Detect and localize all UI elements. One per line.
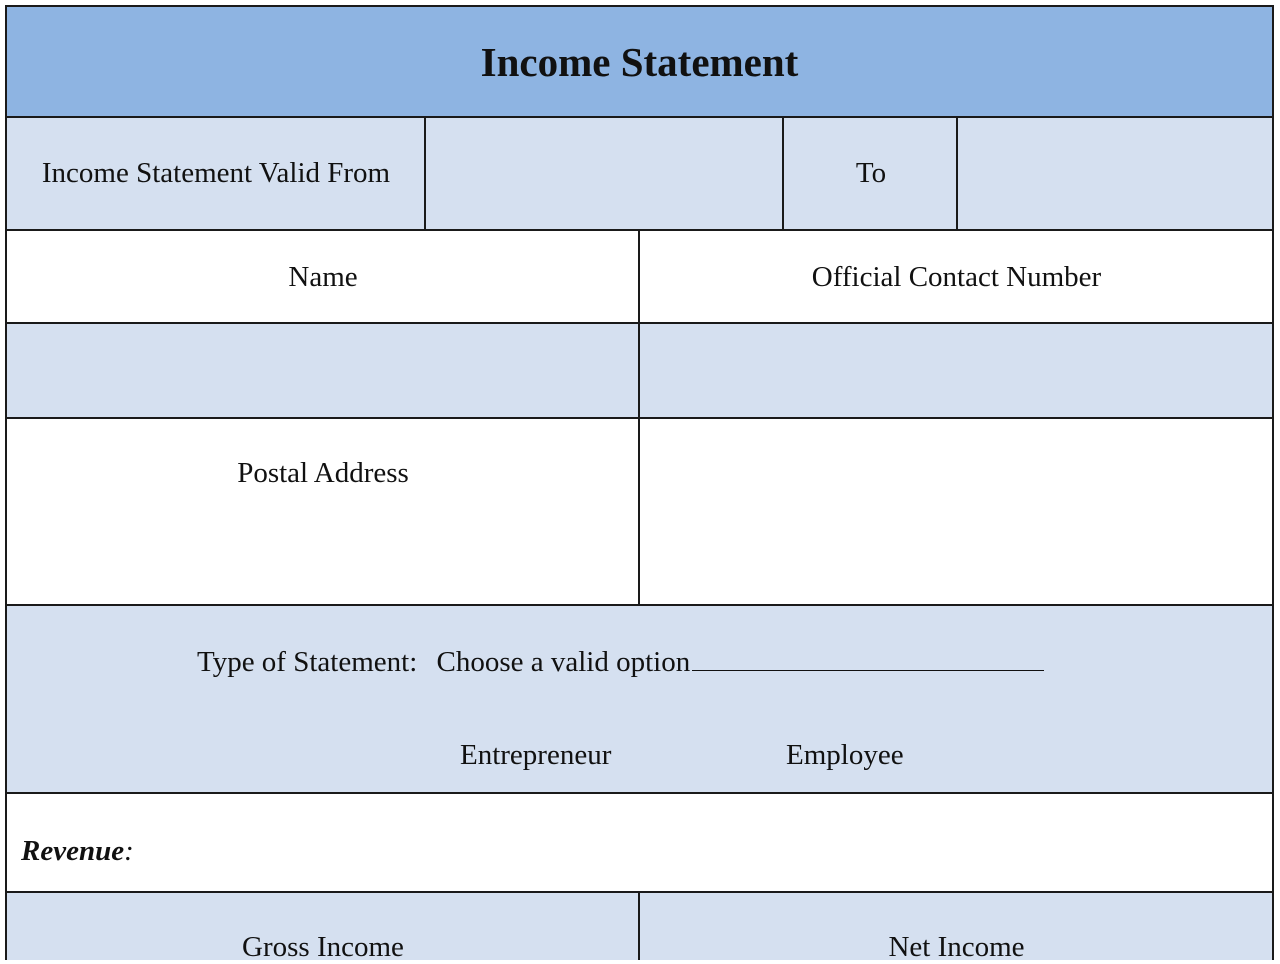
statement-type-label: Type of Statement: (197, 646, 418, 678)
name-field[interactable] (7, 324, 639, 418)
option-employee[interactable]: Employee (786, 739, 904, 771)
contact-number-label: Official Contact Number (811, 260, 1102, 293)
validity-row (5, 118, 1274, 229)
gross-income-label: Gross Income (242, 931, 404, 963)
revenue-label: Revenue (21, 835, 125, 867)
contact-number-field[interactable] (641, 324, 1272, 418)
name-label: Name (288, 260, 358, 293)
to-label: To (855, 157, 887, 189)
title-header (5, 5, 1274, 117)
statement-type-line (197, 646, 1044, 679)
net-income-label: Net Income (888, 931, 1025, 963)
revenue-colon: : (124, 835, 134, 867)
option-entrepreneur[interactable]: Entrepreneur (460, 739, 612, 771)
form-title: Income Statement (480, 39, 799, 85)
valid-from-label: Income Statement Valid From (41, 157, 391, 189)
valid-to-field[interactable] (959, 118, 1272, 229)
postal-address-field[interactable] (641, 419, 1272, 604)
valid-from-field[interactable] (427, 118, 783, 229)
statement-type-row (5, 606, 1274, 792)
statement-type-dropdown[interactable] (437, 646, 1045, 678)
statement-type-value: Choose a valid option (436, 646, 691, 678)
revenue-row (5, 794, 1274, 891)
statement-type-blank-line (692, 646, 1044, 671)
revenue-heading (21, 835, 134, 868)
postal-address-label: Postal Address (237, 457, 409, 489)
